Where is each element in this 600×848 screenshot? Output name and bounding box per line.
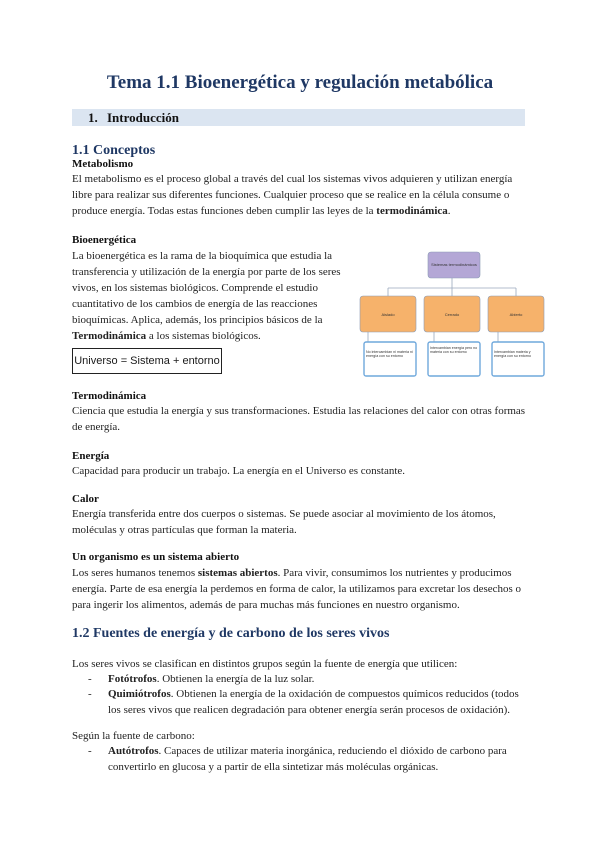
heading-energia: Energía — [72, 450, 110, 462]
list-item-quimiotrofos: - Quimiótrofos. Obtienen la energía de la oxidación de compuestos químicos reducidos (todos los seres vivos que realicen degradación para obtener energía serán procesos de oxidación). — [88, 688, 519, 716]
subsection-fuentes: 1.2 Fuentes de energía y de carbono de los seres vivos — [72, 626, 390, 641]
diagram-node-top-label: Sistemas termodinámicos — [431, 262, 477, 267]
thermo-systems-diagram — [356, 246, 548, 382]
diagram-node-cerrado-desc-label: Intercambian energía pero no materia con su entorno — [430, 346, 478, 355]
section-label: Introducción — [107, 110, 179, 125]
heading-organismo: Un organismo es un sistema abierto — [72, 551, 240, 563]
diagram-node-aislado-label: Aislado — [381, 312, 395, 317]
formula-box: Universo = Sistema + entorno — [72, 348, 222, 374]
heading-metabolismo: Metabolismo — [72, 158, 134, 170]
subsection-conceptos: 1.1 Conceptos — [72, 143, 156, 158]
paragraph-metabolismo: El metabolismo es el proceso global a través del cual los sistemas vivos adquieren y utilizan energía libre para realizar sus diferentes funciones. Cualquier proceso que se realice en la célula consume o produce energía. Todas estas funciones deben cumplir las leyes de la termodinámica. — [72, 173, 513, 217]
paragraph-energia: Capacidad para producir un trabajo. La energía en el Universo es constante. — [72, 465, 406, 477]
list-item-fototrofos: - Fotótrofos. Obtienen la energía de la luz solar. — [88, 673, 315, 685]
list-item-autotrofos: - Autótrofos. Capaces de utilizar materia inorgánica, reduciendo el dióxido de carbono para convertirlo en glucosa y a partir de ella sintetizar más moléculas orgánicas. — [88, 745, 507, 773]
heading-bioenergetica: Bioenergética — [72, 234, 137, 246]
section-heading-introduccion — [72, 109, 525, 126]
diagram-node-aislado-desc-label: No intercambian ni materia ni energía con su entorno — [366, 350, 413, 359]
section-number: 1. — [88, 110, 98, 125]
paragraph-termodinamica: Ciencia que estudia la energía y sus transformaciones. Estudia las relaciones del calor con otras formas de energía. — [72, 405, 526, 433]
paragraph-fuentes-intro: Los seres vivos se clasifican en distintos grupos según la fuente de energía que utilicen: — [72, 658, 458, 670]
paragraph-bioenergetica: La bioenergética es la rama de la bioquímica que estudia la transferencia y utilización de la energía por parte de los seres vivos, en los sistemas biológicos. Comprende el estudio cuantitativo de los cambios de energía de las reacciones bioquímicas. Aplica, además, los principios básicos de la Termodinámica a los sistemas biológicos. — [72, 250, 341, 342]
diagram-node-cerrado-label: Cerrado — [444, 312, 460, 317]
heading-termodinamica: Termodinámica — [72, 390, 147, 402]
paragraph-carbono-intro: Según la fuente de carbono: — [72, 730, 195, 742]
page-title: Tema 1.1 Bioenergética y regulación metabólica — [106, 72, 494, 93]
paragraph-organismo: Los seres humanos tenemos sistemas abiertos. Para vivir, consumimos los nutrientes y producimos energía. Parte de esa energía la perdemos en forma de calor, la utilizamos para excretar los desechos o para ingerir los alimentos, además de para muchas más funciones en nuestro organismo. — [72, 567, 522, 611]
diagram-node-abierto-desc-label: Intercambian materia y energía con su entorno — [494, 350, 531, 359]
diagram-node-abierto-label: Abierto — [509, 312, 523, 317]
heading-calor: Calor — [72, 493, 99, 505]
paragraph-calor: Energía transferida entre dos cuerpos o sistemas. Se puede asociar al movimiento de los átomos, moléculas y otras partículas que forman la materia. — [72, 508, 496, 536]
